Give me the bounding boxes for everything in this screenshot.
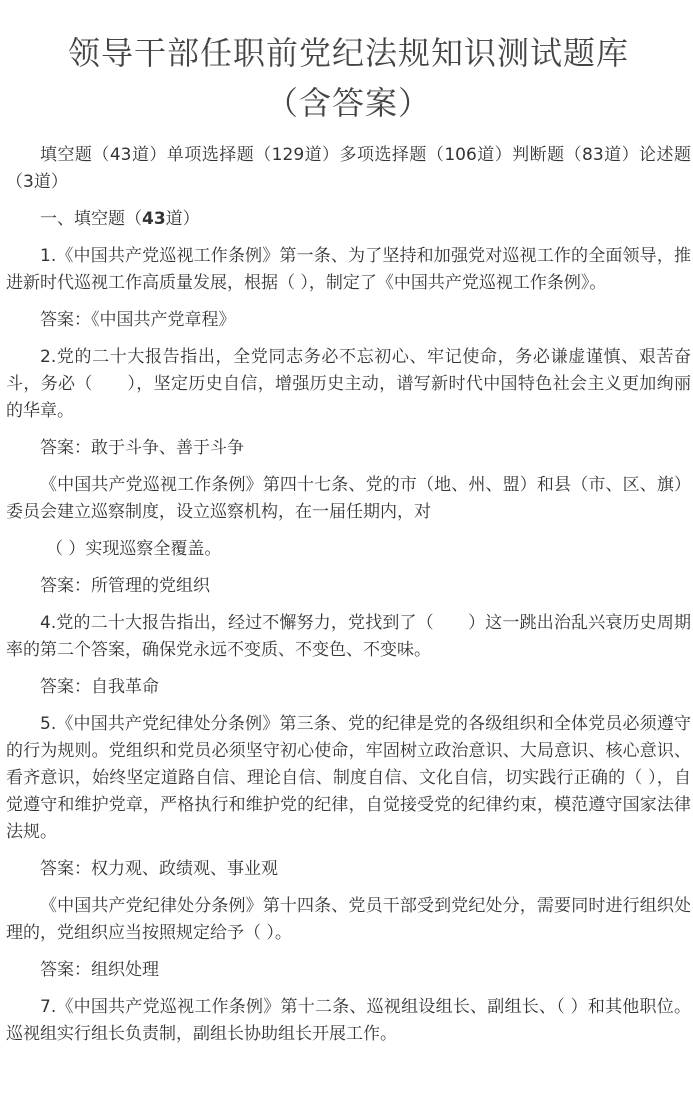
question-continuation-paragraph: （ ）实现巡察全覆盖。 xyxy=(46,539,222,559)
title-line-1: 领导干部任职前党纪法规知识测试题库 xyxy=(67,34,629,72)
answer-paragraph: 答案：组织处理 xyxy=(40,960,159,980)
summary-paragraph: 填空题（43道）单项选择题（129道）多项选择题（106道）判断题（83道）论述题（3道） xyxy=(6,145,691,192)
answer-paragraph: 答案：自我革命 xyxy=(40,677,159,697)
question-paragraph: 《中国共产党纪律处分条例》第十四条、党员干部受到党纪处分，需要同时进行组织处理的，党组织应当按照规定给予（ ）。 xyxy=(6,896,691,943)
title-line-2: （含答案） xyxy=(265,84,431,122)
document-title xyxy=(6,0,691,128)
answer-paragraph: 答案：所管理的党组织 xyxy=(40,576,210,596)
section-heading-count: 43 xyxy=(142,209,166,229)
answer-paragraph: 答案：《中国共产党章程》 xyxy=(40,310,236,330)
question-paragraph: 1.《中国共产党巡视工作条例》第一条、为了坚持和加强党对巡视工作的全面领导，推进新时代巡视工作高质量发展，根据（ ），制定了《中国共产党巡视工作条例》。 xyxy=(6,246,691,293)
question-paragraph: 5.《中国共产党纪律处分条例》第三条、党的纪律是党的各级组织和全体党员必须遵守的行为规则。党组织和党员必须坚守初心使命，牢固树立政治意识、大局意识、核心意识、看齐意识，始终坚定道路自信、理论自信、制度自信、文化自信，切实践行正确的（ ），自觉遵守和维护党章，严格执行和维护党的纪律，自觉接受党的纪律约束，模范遵守国家法律法规。 xyxy=(6,714,691,842)
question-paragraph: 《中国共产党巡视工作条例》第四十七条、党的市（地、州、盟）和县（市、区、旗）委员会建立巡察制度，设立巡察机构，在一届任期内，对 xyxy=(6,475,691,522)
answer-paragraph: 答案：权力观、政绩观、事业观 xyxy=(40,859,278,879)
question-paragraph: 7.《中国共产党巡视工作条例》第十二条、巡视组设组长、副组长、（ ）和其他职位。巡视组实行组长负责制，副组长协助组长开展工作。 xyxy=(6,997,691,1044)
answer-paragraph: 答案：敢于斗争、善于斗争 xyxy=(40,438,244,458)
section-heading-suffix: 道） xyxy=(165,209,200,229)
question-paragraph: 4.党的二十大报告指出，经过不懈努力，党找到了（ ）这一跳出治乱兴衰历史周期率的第二个答案，确保党永远不变质、不变色、不变味。 xyxy=(6,613,691,660)
section-heading xyxy=(6,206,691,233)
section-heading-prefix: 一、填空题（ xyxy=(40,209,142,229)
document-body xyxy=(6,142,691,1048)
question-paragraph: 2.党的二十大报告指出，全党同志务必不忘初心、牢记使命，务必谦虚谨慎、艰苦奋斗，务必（ ），坚定历史自信，增强历史主动，谱写新时代中国特色社会主义更加绚丽的华章。 xyxy=(6,347,691,421)
